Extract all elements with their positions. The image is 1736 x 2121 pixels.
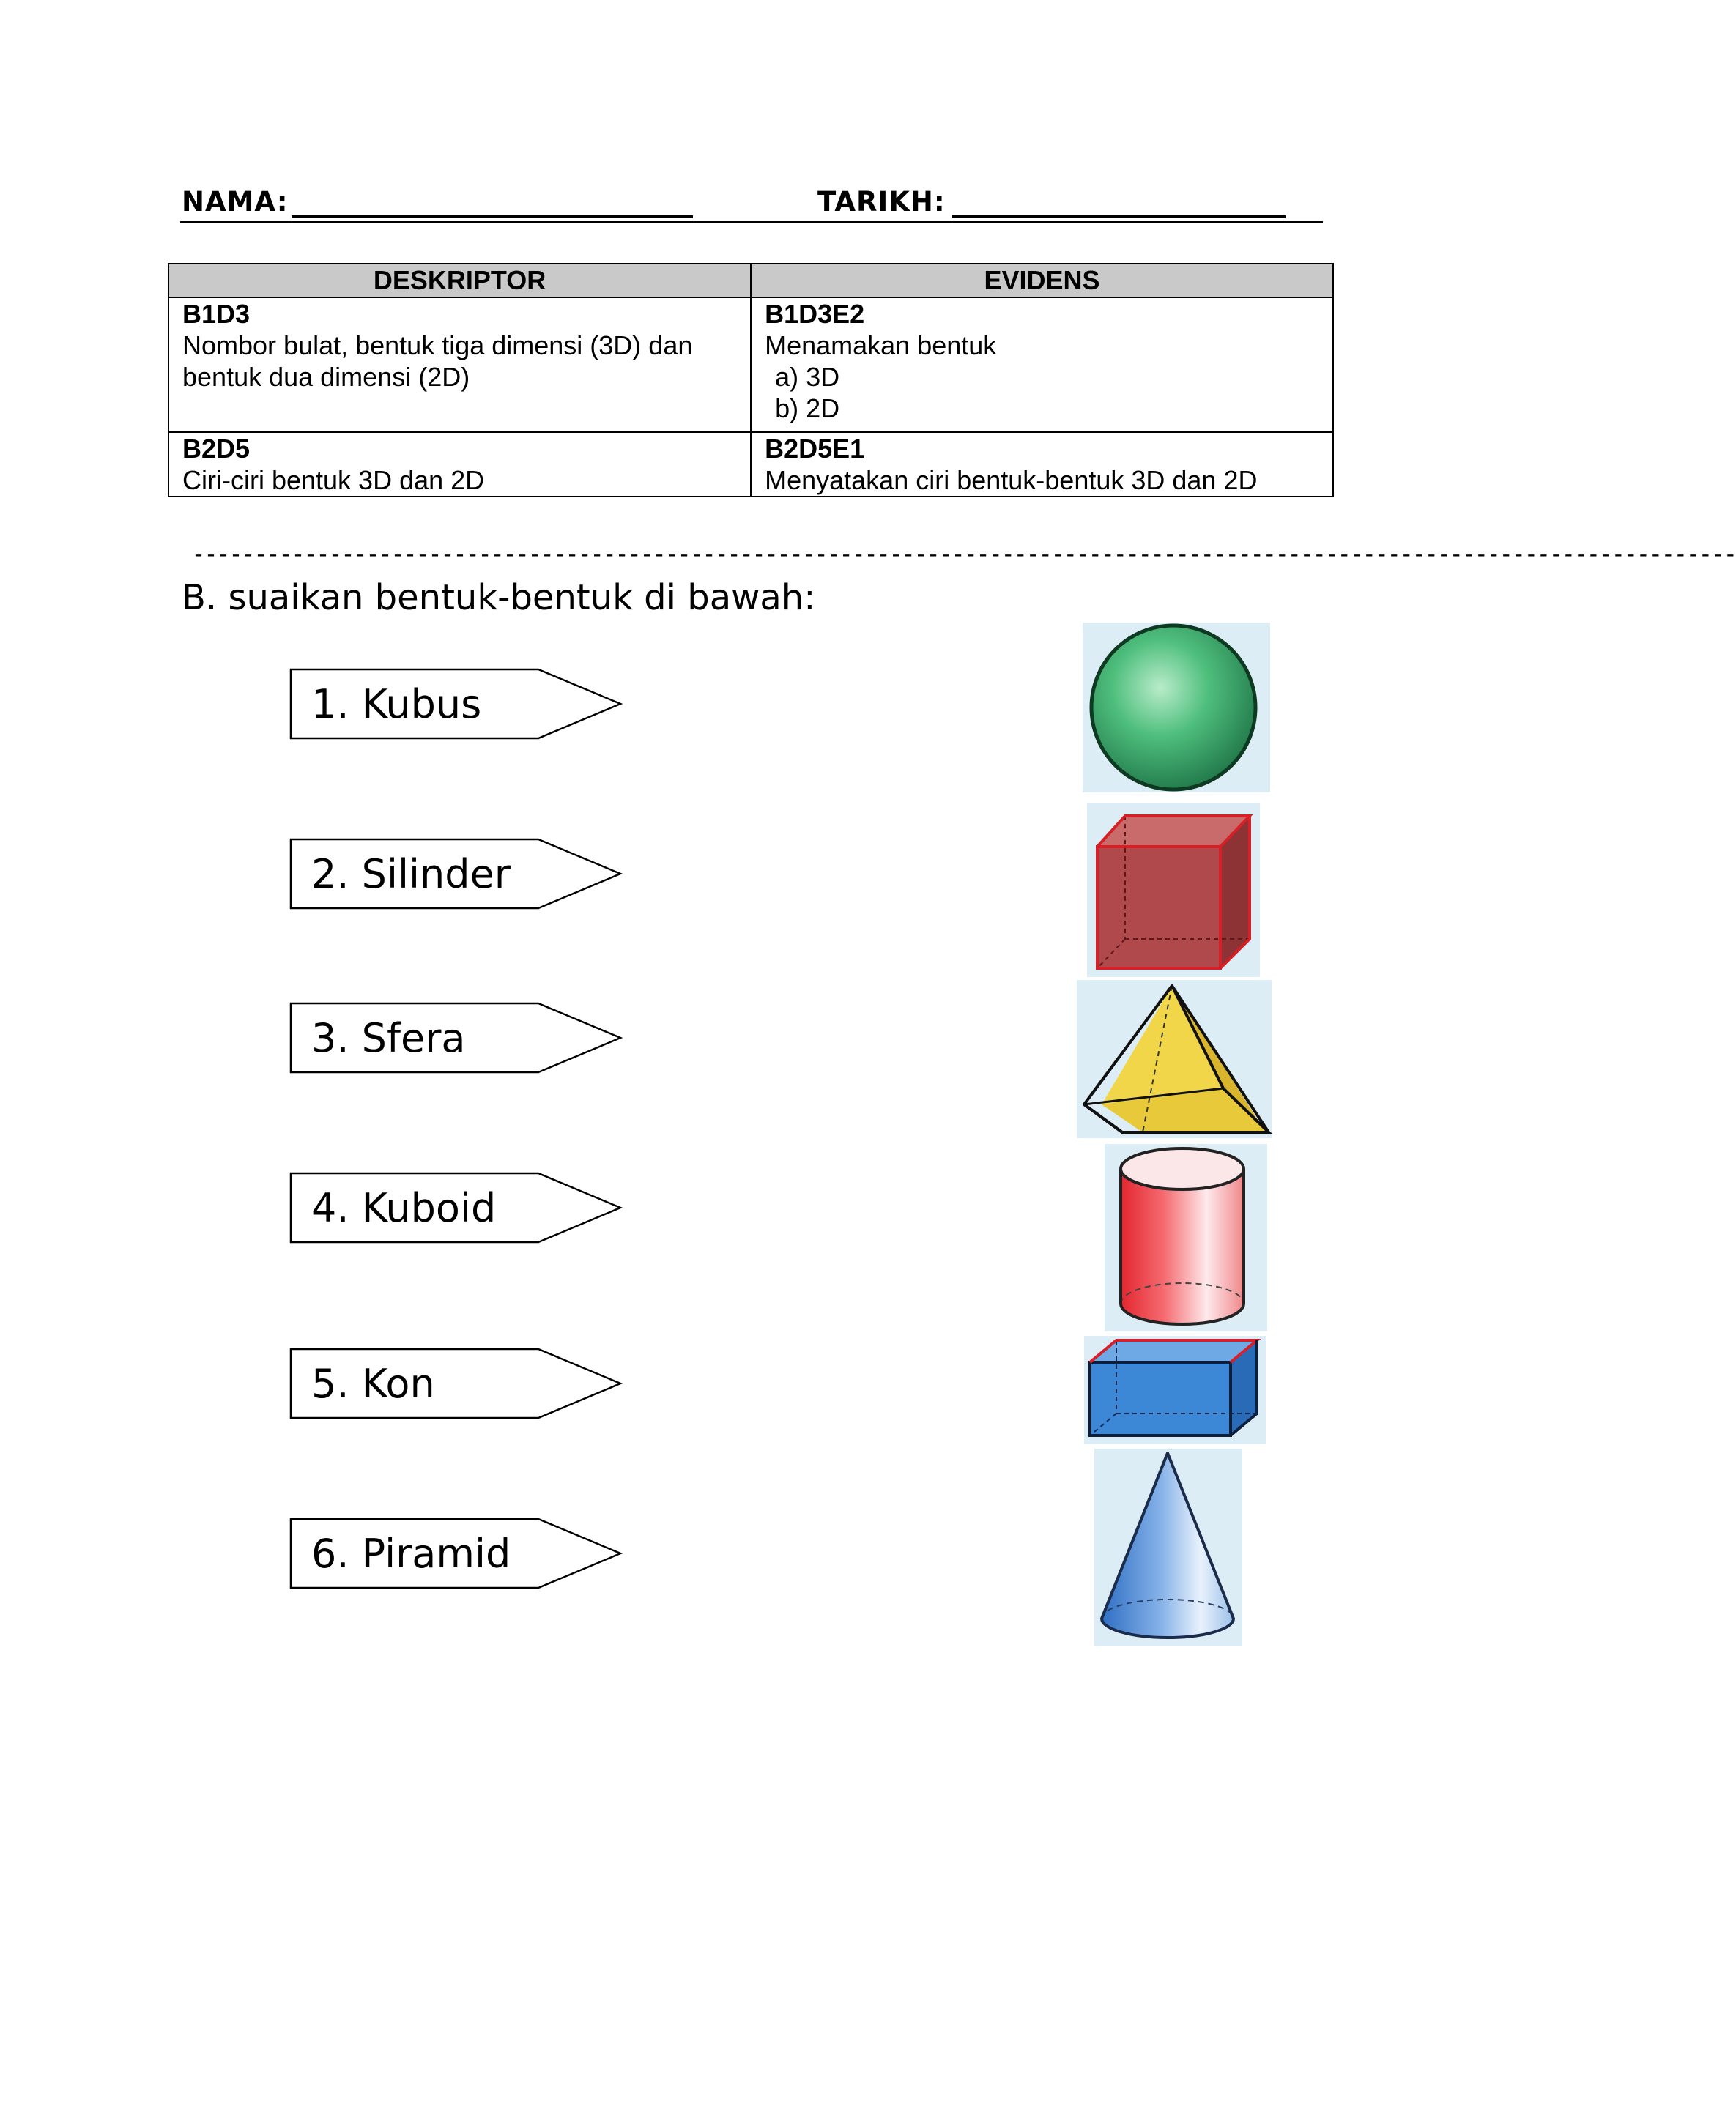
descriptor-header: DESKRIPTOR <box>168 264 751 297</box>
label-tag-silinder[interactable] <box>289 838 623 910</box>
evidence-item: b) 2D <box>775 393 840 423</box>
tarikh-blank-line[interactable] <box>952 215 1286 218</box>
label-text: 2. Silinder <box>311 851 511 897</box>
label-text: 5. Kon <box>311 1361 435 1407</box>
label-tag-kuboid[interactable] <box>289 1172 623 1244</box>
label-tag-piramid[interactable] <box>289 1518 623 1589</box>
cone-icon[interactable] <box>1094 1449 1242 1646</box>
evidence-cell <box>751 432 1333 497</box>
descriptor-code: B1D3 <box>182 299 251 329</box>
evidence-item: a) 3D <box>775 362 840 392</box>
evidence-header: EVIDENS <box>751 264 1333 297</box>
label-tag-kon[interactable] <box>289 1348 623 1419</box>
descriptor-text: Ciri-ciri bentuk 3D dan 2D <box>182 465 485 495</box>
evidence-cell <box>751 297 1333 432</box>
label-text: 1. Kubus <box>311 681 482 727</box>
nama-label: NAMA: <box>182 186 289 218</box>
sphere-icon[interactable] <box>1083 623 1270 792</box>
descriptor-cell <box>168 432 751 497</box>
descriptor-code: B2D5 <box>182 434 251 464</box>
dashed-divider: ---------------------------------------------------------------------------------------------------------------------------- <box>192 543 1736 568</box>
cylinder-icon[interactable] <box>1105 1144 1267 1331</box>
table-row <box>168 432 1333 497</box>
descriptor-table <box>168 263 1334 497</box>
pyramid-icon[interactable] <box>1077 980 1272 1138</box>
cube-icon[interactable] <box>1087 803 1260 977</box>
name-date-header <box>180 183 1323 224</box>
label-tag-kubus[interactable] <box>289 668 623 740</box>
section-title: B. suaikan bentuk-bentuk di bawah: <box>182 577 816 618</box>
descriptor-cell <box>168 297 751 432</box>
label-text: 3. Sfera <box>311 1015 466 1061</box>
header-rule <box>180 221 1323 223</box>
evidence-text: Menamakan bentuk <box>765 330 997 360</box>
evidence-text: Menyatakan ciri bentuk-bentuk 3D dan 2D <box>765 465 1258 495</box>
tarikh-label: TARIKH: <box>817 186 946 218</box>
evidence-code: B2D5E1 <box>765 434 865 464</box>
table-row <box>168 297 1333 432</box>
cuboid-icon[interactable] <box>1084 1336 1266 1444</box>
table-header-row <box>168 264 1333 297</box>
nama-blank-line[interactable] <box>292 215 693 218</box>
evidence-code: B1D3E2 <box>765 299 865 329</box>
descriptor-text: Nombor bulat, bentuk tiga dimensi (3D) dan bentuk dua dimensi (2D) <box>182 330 693 392</box>
label-text: 4. Kuboid <box>311 1185 497 1231</box>
label-text: 6. Piramid <box>311 1531 511 1577</box>
label-tag-sfera[interactable] <box>289 1002 623 1074</box>
